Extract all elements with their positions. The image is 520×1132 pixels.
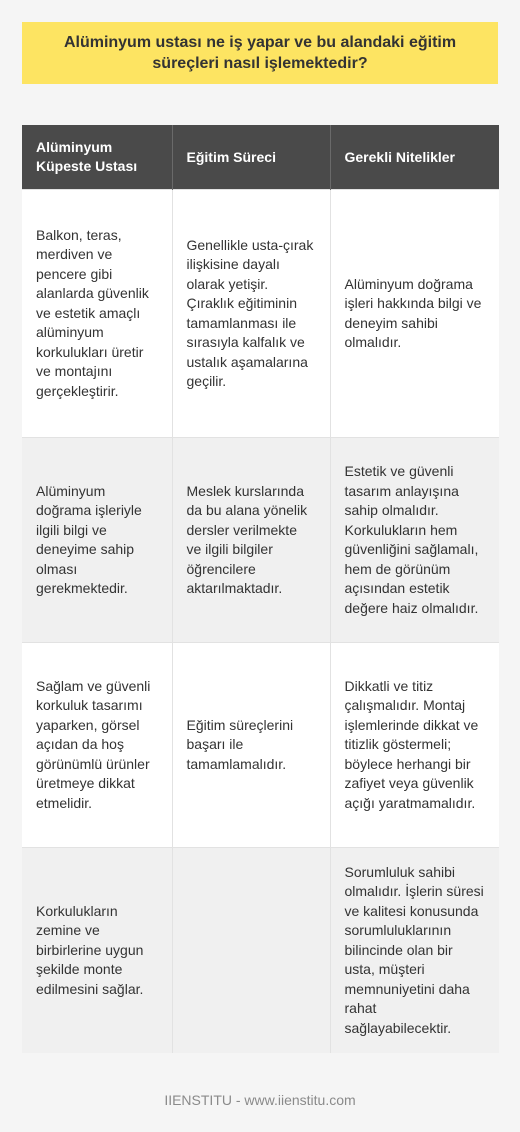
table-cell: Meslek kurslarında da bu alana yönelik dersler verilmekte ve ilgili bilgiler öğrencilere aktarılmaktadır. (172, 438, 330, 643)
table-cell: Alüminyum doğrama işleri hakkında bilgi ve deneyim sahibi olmalıdır. (330, 190, 499, 438)
table-row (22, 190, 499, 438)
table-cell: Balkon, teras, merdiven ve pencere gibi alanlarda güvenlik ve estetik amaçlı alüminyum korkulukları üretir ve montajını gerçekleştirir. (22, 190, 172, 438)
table-cell: Estetik ve güvenli tasarım anlayışına sahip olmalıdır. Korkulukların hem güvenliğini sağlamalı, hem de görünüm açısından estetik değere haiz olmalıdır. (330, 438, 499, 643)
table-cell: Korkulukların zemine ve birbirlerine uygun şekilde monte edilmesini sağlar. (22, 848, 172, 1053)
table-row (22, 643, 499, 848)
table-cell: Sorumluluk sahibi olmalıdır. İşlerin süresi ve kalitesi konusunda sorumluluklarının bilincinde olan bir usta, müşteri memnuniyetini daha rahat sağlayabilecektir. (330, 848, 499, 1053)
table-row (22, 848, 499, 1053)
table-cell: Dikkatli ve titiz çalışmalıdır. Montaj işlemlerinde dikkat ve titizlik göstermeli; böylece herhangi bir zafiyet veya güvenlik açığı yaratmamalıdır. (330, 643, 499, 848)
footer-text: IIENSTITU - www.iienstitu.com (164, 1092, 356, 1108)
table-cell: Sağlam ve güvenli korkuluk tasarımı yaparken, görsel açıdan da hoş görünümlü ürünler üretmeye dikkat etmelidir. (22, 643, 172, 848)
column-header-egitim: Eğitim Süreci (172, 125, 330, 190)
table-header-row (22, 125, 499, 190)
table-cell: Alüminyum doğrama işleriyle ilgili bilgi ve deneyime sahip olması gerekmektedir. (22, 438, 172, 643)
page-title: Alüminyum ustası ne iş yapar ve bu alandaki eğitim süreçleri nasıl işlemektedir? (22, 22, 498, 84)
column-header-usta: Alüminyum Küpeste Ustası (22, 125, 172, 190)
table-row (22, 438, 499, 643)
column-header-nitelikler: Gerekli Nitelikler (330, 125, 499, 190)
table-cell: Eğitim süreçlerini başarı ile tamamlamalıdır. (172, 643, 330, 848)
table-cell: Genellikle usta-çırak ilişkisine dayalı olarak yetişir. Çıraklık eğitiminin tamamlanması ile sırasıyla kalfalık ve ustalık aşamalarına geçilir. (172, 190, 330, 438)
table-cell (172, 848, 330, 1053)
info-table (22, 125, 499, 1053)
